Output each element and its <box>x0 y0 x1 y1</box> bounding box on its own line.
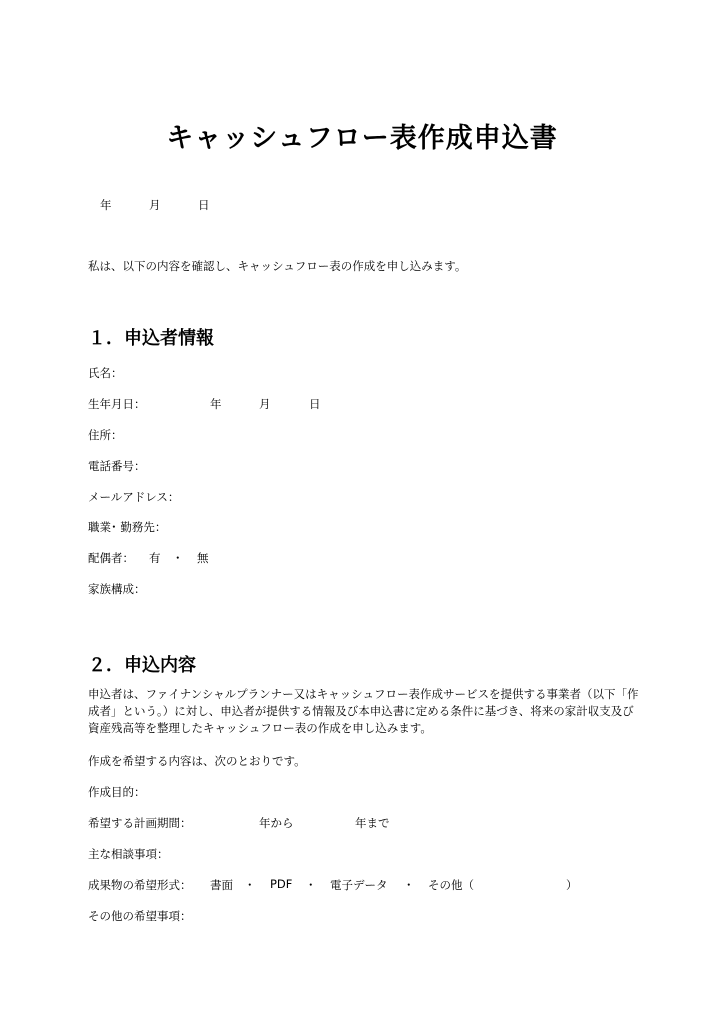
birthdate-field-label: 生年月日： <box>88 397 146 411</box>
date-month-label: 月 <box>149 198 161 212</box>
format-separator-3: ・ <box>403 878 415 892</box>
section1-heading: １．申込者情報 <box>88 328 214 349</box>
address-field-label: 住所： <box>88 428 123 442</box>
date-day-label: 日 <box>198 198 210 212</box>
spouse-field-label: 配偶者： <box>88 551 134 565</box>
format-digital-option: 電子データ <box>330 878 388 892</box>
document-title: キャッシュフロー表作成申込書 <box>166 123 558 154</box>
spouse-no-option: 無 <box>197 551 209 565</box>
period-to-label: 年まで <box>355 816 390 830</box>
section2-intro-text: 作成を希望する内容は、次のとおりです。 <box>88 754 306 768</box>
birth-year-label: 年 <box>210 397 222 411</box>
section2-heading: ２．申込内容 <box>88 655 196 676</box>
purpose-field-label: 作成目的： <box>88 785 146 799</box>
email-field-label: メールアドレス： <box>88 490 180 504</box>
name-field-label: 氏名： <box>88 366 123 380</box>
spouse-separator: ・ <box>172 551 184 565</box>
birth-day-label: 日 <box>309 397 321 411</box>
spouse-yes-option: 有 <box>149 551 161 565</box>
phone-field-label: 電話番号： <box>88 459 146 473</box>
format-other-option: その他（ <box>428 878 474 892</box>
format-separator-1: ・ <box>244 878 256 892</box>
family-field-label: 家族構成： <box>88 582 146 596</box>
format-field-label: 成果物の希望形式： <box>88 878 192 892</box>
format-paper-option: 書面 <box>210 878 233 892</box>
section2-paragraph: 申込者は、ファイナンシャルプランナー又はキャッシュフロー表作成サービスを提供する事業者（以下「作成者」という。）に対し、申込者が提供する情報及び本申込書に定める条件に基づき、将来の家計収支及び資産残高等を整理したキャッシュフロー表の作成を申し込みます。 <box>88 687 639 735</box>
declaration-text: 私は、以下の内容を確認し、キャッシュフロー表の作成を申し込みます。 <box>88 259 467 273</box>
occupation-field-label: 職業･ 勤務先： <box>88 520 167 534</box>
birth-month-label: 月 <box>259 397 271 411</box>
period-field-label: 希望する計画期間： <box>88 816 192 830</box>
format-other-close: ） <box>566 878 578 892</box>
date-year-label: 年 <box>100 198 112 212</box>
format-pdf-option: PDF <box>270 877 293 891</box>
period-from-label: 年から <box>259 816 294 830</box>
format-separator-2: ・ <box>305 878 317 892</box>
consult-field-label: 主な相談事項： <box>88 847 169 861</box>
other-requests-field-label: その他の希望事項： <box>88 909 192 923</box>
